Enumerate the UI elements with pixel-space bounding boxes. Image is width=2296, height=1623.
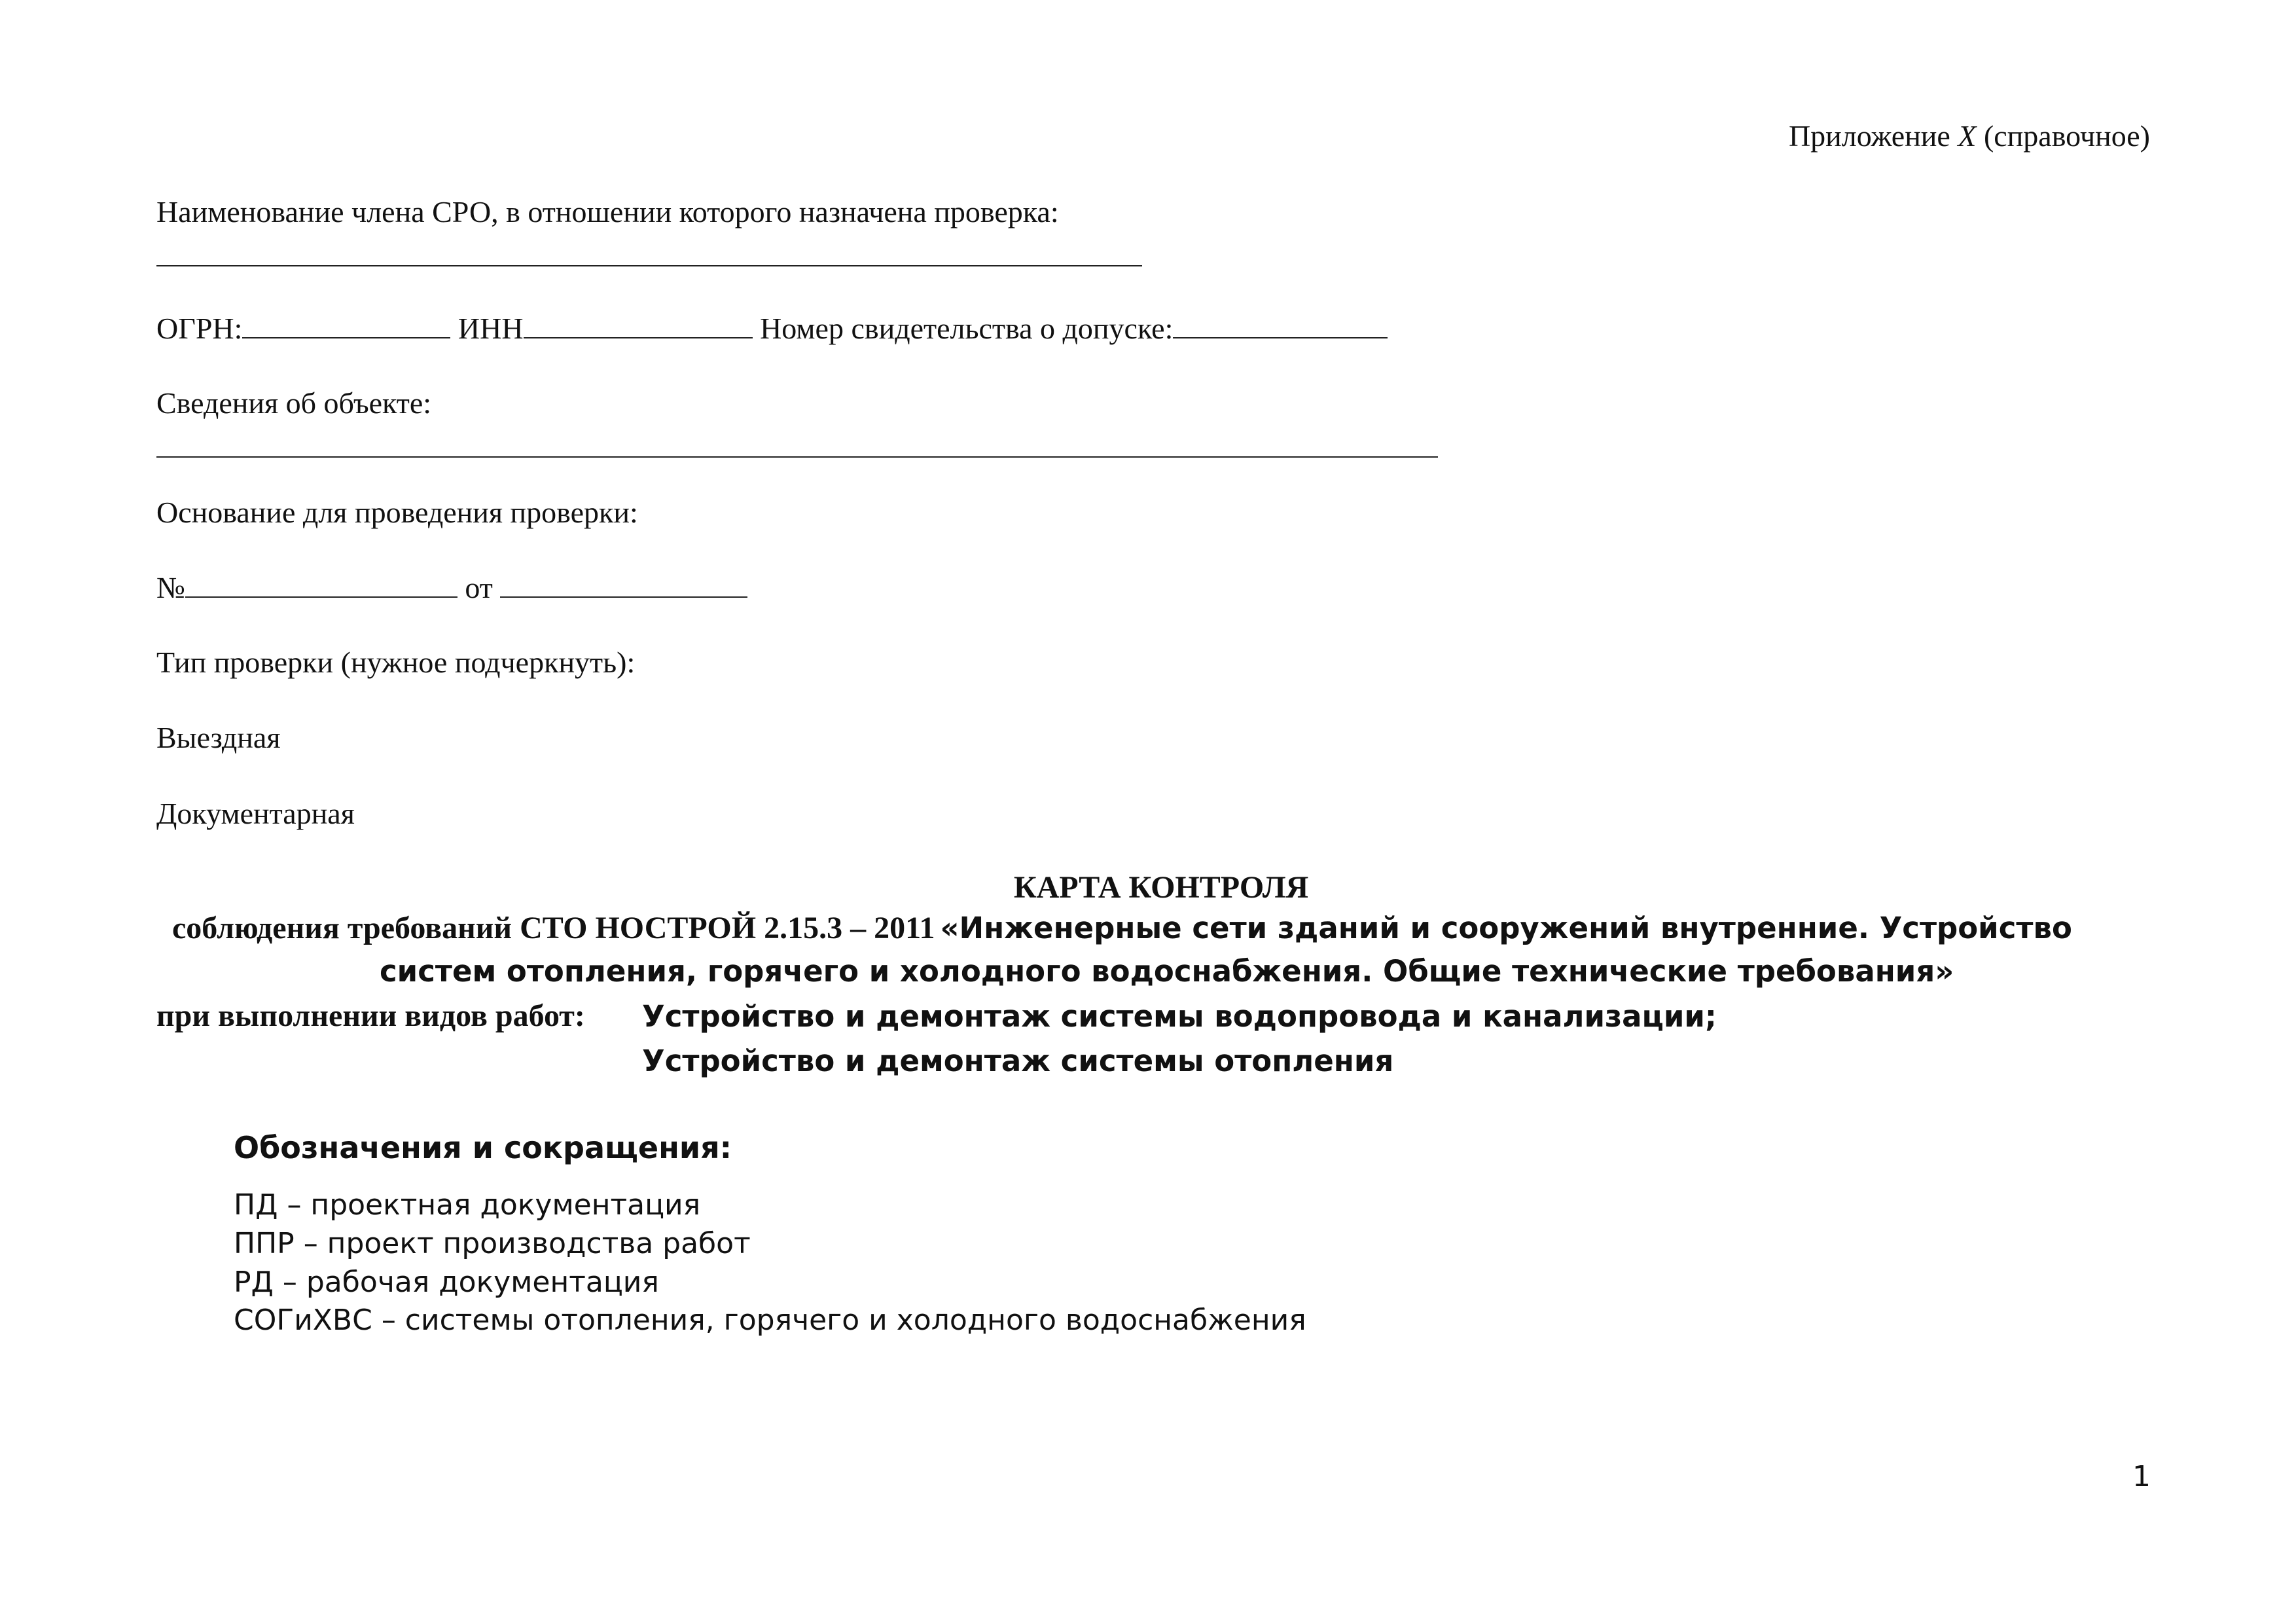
number-label: № [156,571,185,604]
control-card-title: КАРТА КОНТРОЛЯ [1013,870,1309,905]
number-blank[interactable] [185,573,457,598]
object-info-label: Сведения об объекте: [156,386,432,420]
abbreviation-item: ППР – проект производства работ [234,1227,751,1260]
work-type-heating: Устройство и демонтаж системы отопления [642,1044,1394,1078]
page-number: 1 [2132,1460,2151,1493]
abbreviation-item: РД – рабочая документация [234,1266,659,1299]
registration-row [156,310,1388,346]
basis-number-row [156,570,747,606]
basis-label: Основание для проведения проверки: [156,496,638,529]
from-label: от [465,571,493,604]
abbreviations-title: Обозначения и сокращения: [234,1130,732,1165]
abbreviation-item: ПД – проектная документация [234,1188,701,1222]
ogrn-blank[interactable] [242,314,450,338]
check-type-onsite[interactable]: Выездная [156,721,281,754]
check-type-documentary[interactable]: Документарная [156,797,355,830]
check-type-label: Тип проверки (нужное подчеркнуть): [156,646,636,679]
heading-standard-name-part2: систем отопления, горячего и холодного водоснабжения. Общие технические требования» [380,954,1954,989]
abbreviation-item: СОГиХВС – системы отопления, горячего и холодного водоснабжения [234,1304,1306,1337]
certificate-blank[interactable] [1173,314,1388,338]
appendix-letter: X [1958,119,1977,153]
ogrn-label: ОГРН: [156,312,243,345]
certificate-label: Номер свидетельства о допуске: [760,312,1174,345]
inn-blank[interactable] [524,314,753,338]
member-name-blank[interactable] [156,265,1142,266]
appendix-prefix: Приложение [1788,119,1958,153]
date-blank[interactable] [500,573,747,598]
appendix-suffix: (справочное) [1976,119,2150,153]
member-name-label: Наименование члена СРО, в отношении которого назначена проверка: [156,195,1059,228]
object-info-blank[interactable] [156,456,1438,458]
works-label: при выполнении видов работ: [156,998,585,1033]
work-type-plumbing: Устройство и демонтаж системы водопровода и канализации; [642,999,1717,1034]
heading-standard-name-part1: «Инженерные сети зданий и сооружений внутренние. Устройство [940,911,2072,945]
appendix-header [1789,118,2150,154]
heading-standard: соблюдения требований СТО НОСТРОЙ 2.15.3 – 2011 [172,911,935,945]
heading-line-1 [172,910,2072,946]
inn-label: ИНН [457,312,524,345]
